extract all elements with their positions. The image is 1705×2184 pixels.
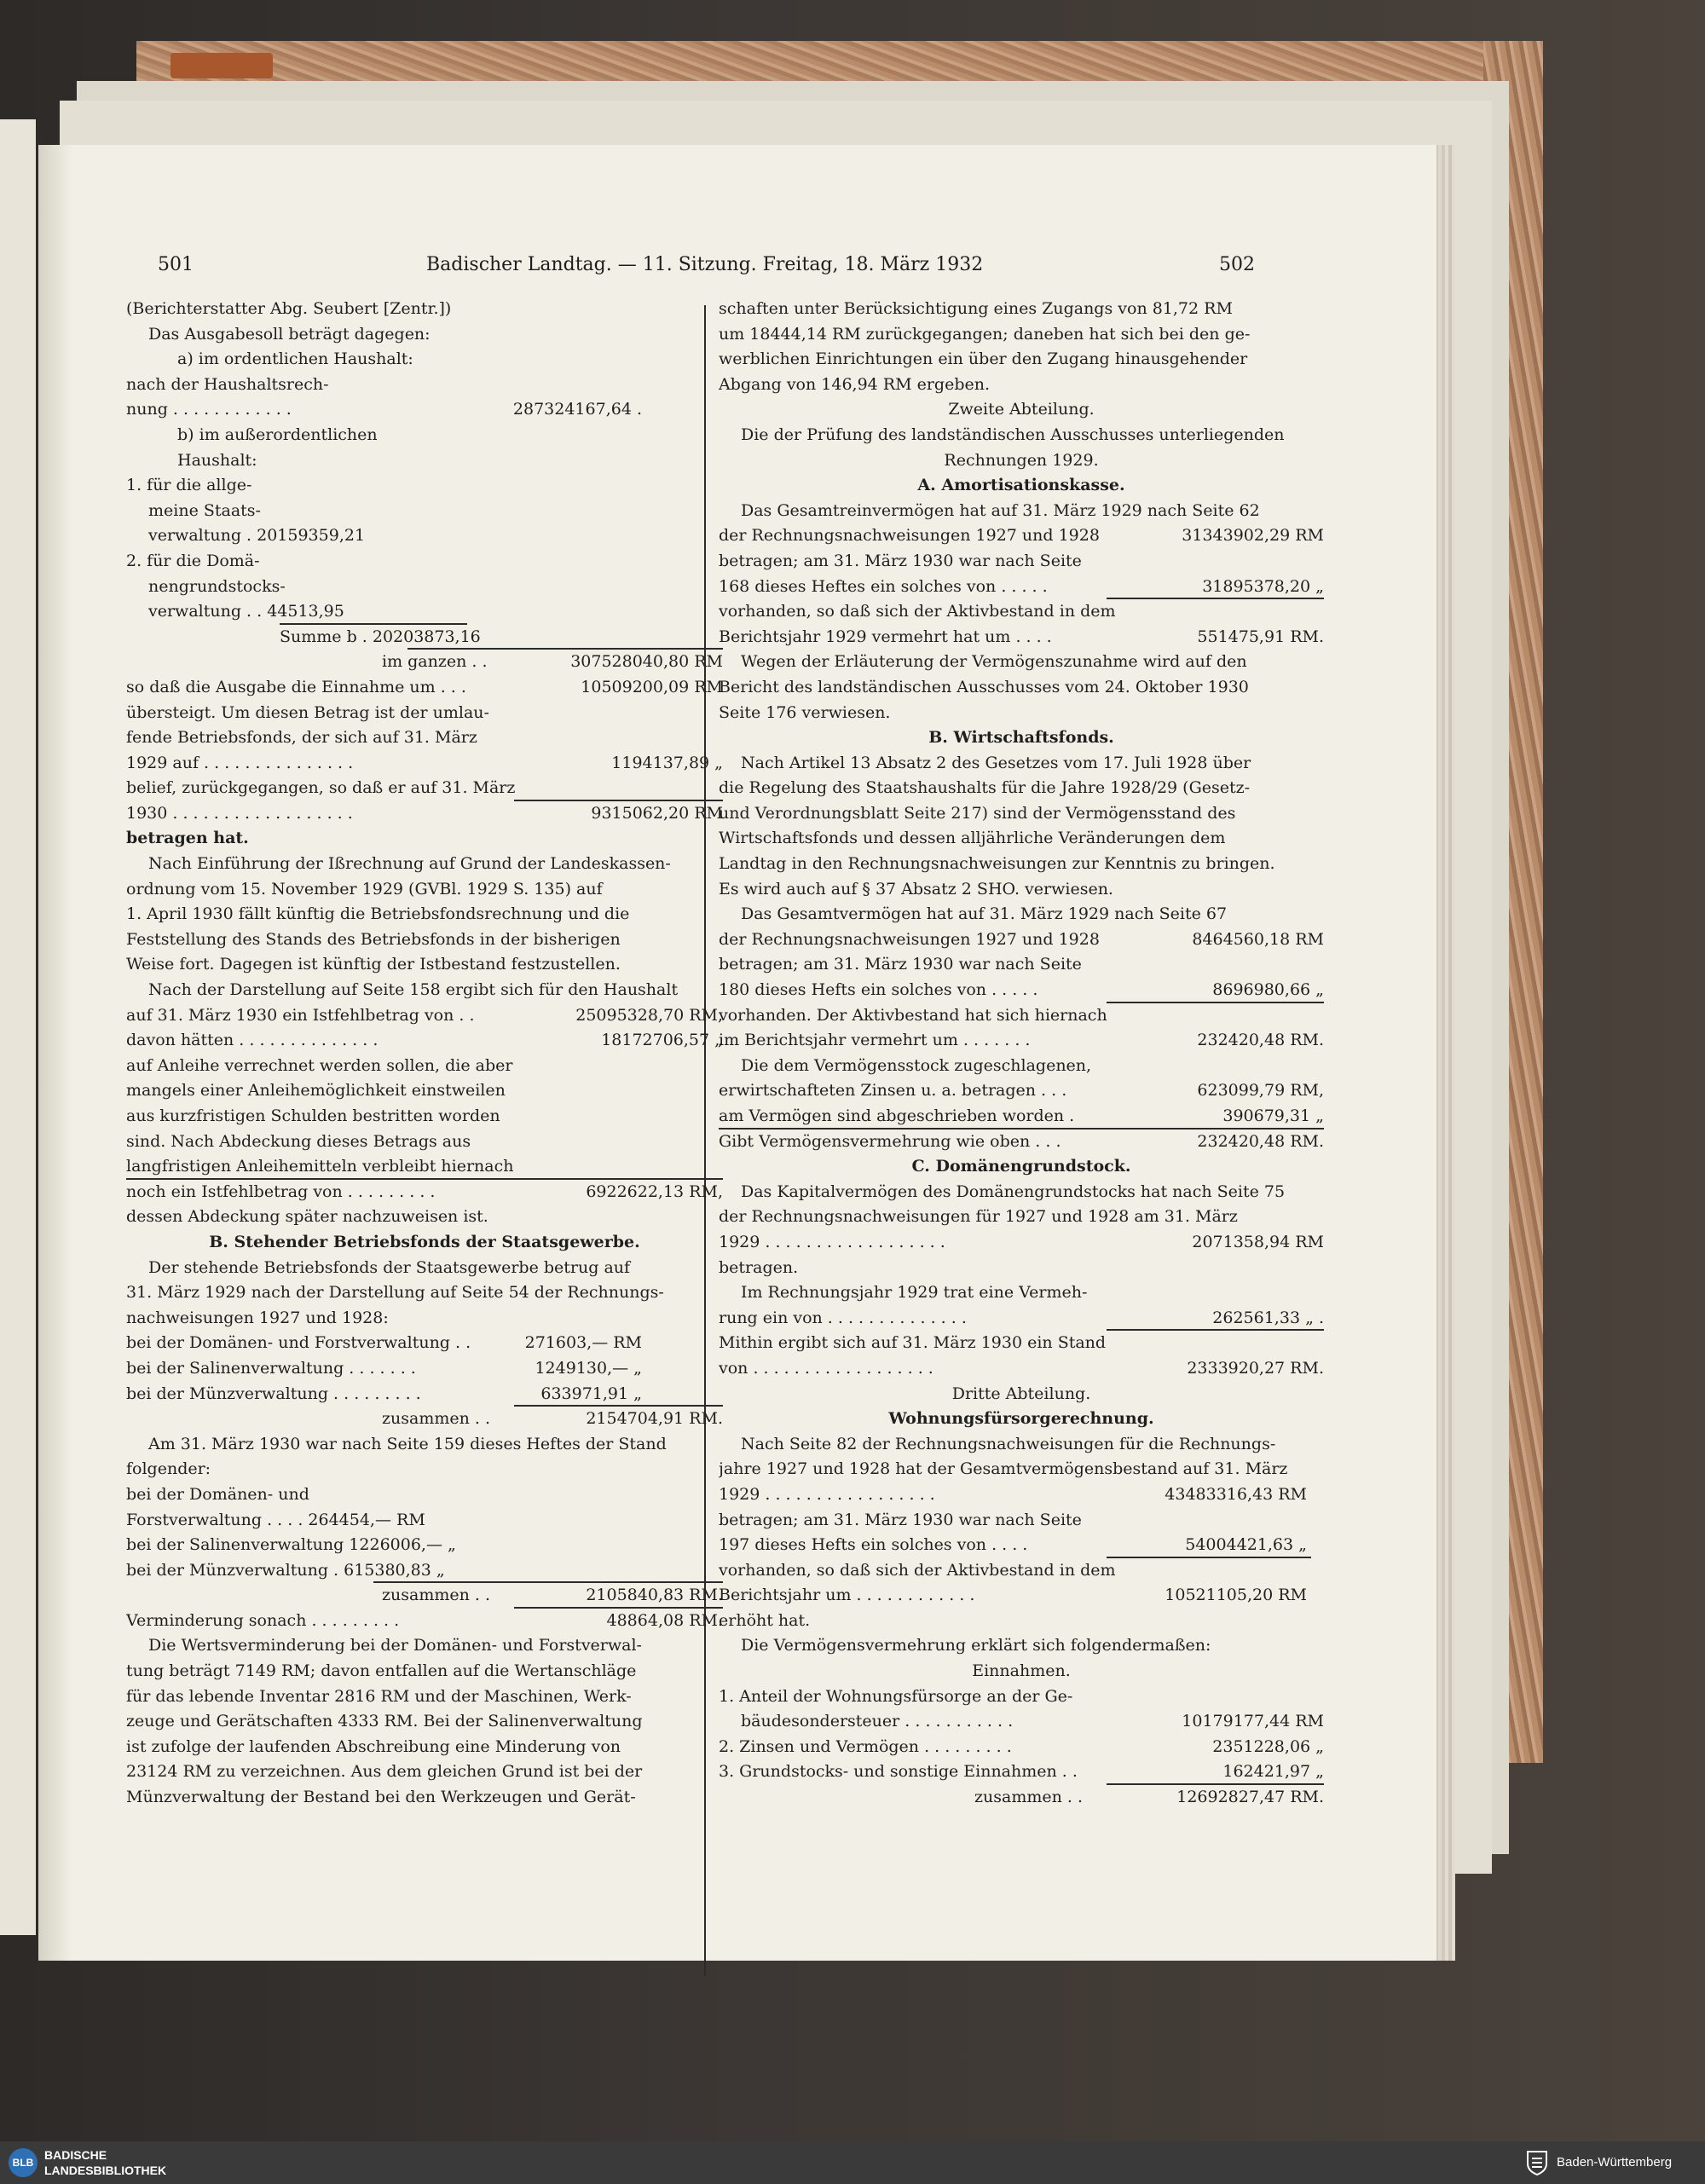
row-amount: 31895378,20 „ (1202, 576, 1324, 596)
text: Abgang von 146,94 RM ergeben. (719, 374, 990, 394)
ledger-row (126, 1028, 723, 1054)
text: Wirtschaftsfonds und dessen alljährliche Veränderungen dem (719, 829, 1226, 848)
text: für das lebende Inventar 2816 RM und der Maschinen, Werk- (126, 1686, 632, 1706)
ledger-row (719, 1130, 1324, 1155)
text: ist zufolge der laufenden Abschreibung eine Minderung von (126, 1736, 621, 1756)
ledger-row (126, 1382, 723, 1407)
library-footer (0, 2141, 1705, 2184)
ledger-row (126, 1583, 723, 1609)
text: mangels einer Anleihemöglichkeit einstweilen (126, 1081, 506, 1101)
text-line (126, 423, 723, 448)
text-line (126, 1684, 723, 1710)
row-label: so daß die Ausgabe die Einnahme um . . . (126, 677, 466, 696)
ledger-row (126, 397, 723, 423)
text-line (719, 902, 1324, 927)
row-label: Summe b . 20203873,16 (280, 627, 481, 646)
text: schaften unter Berücksichtigung eines Zugangs von 81,72 RM (719, 299, 1233, 318)
ledger-row (719, 1583, 1324, 1609)
row-amount: 262561,33 „ . (1212, 1308, 1324, 1327)
ledger-row (719, 1104, 1324, 1130)
text: sind. Nach Abdeckung dieses Betrags aus (126, 1131, 471, 1151)
ledger-row (719, 978, 1324, 1003)
left-column (126, 297, 723, 1811)
heading-text: A. Amortisationskasse. (917, 476, 1125, 495)
text-line (126, 373, 723, 398)
library-name-line1: BADISCHE (44, 2148, 107, 2162)
text: Die Wertsverminderung bei der Domänen- und Forstverwal- (148, 1636, 642, 1655)
heading-text: B. Wirtschaftsfonds. (928, 728, 1114, 748)
heading-text: Zweite Abteilung. (948, 400, 1095, 419)
page-number-right: 502 (1219, 254, 1255, 275)
text-line (719, 1205, 1324, 1230)
text: 1. April 1930 fällt künftig die Betriebsfondsrechnung und die (126, 904, 630, 924)
heading-text: B. Stehender Betriebsfonds der Staatsgewerbe. (209, 1232, 640, 1251)
text: Rechnungen 1929. (944, 450, 1099, 470)
ledger-row (126, 523, 723, 549)
row-amount: 10179177,44 RM (1182, 1712, 1324, 1731)
text: Haushalt: (177, 450, 257, 470)
page-number-left: 501 (158, 254, 194, 275)
ledger-row (126, 1533, 723, 1558)
ledger-row (126, 1003, 723, 1029)
ledger-row (719, 1230, 1324, 1256)
ledger-row (719, 523, 1324, 549)
text: erhöht hat. (719, 1610, 811, 1630)
section-heading (719, 1382, 1324, 1407)
text: Die dem Vermögensstock zugeschlagenen, (741, 1055, 1092, 1075)
row-label: Gibt Vermögensvermehrung wie oben . . . (719, 1131, 1061, 1151)
text: Feststellung des Stands des Betriebsfonds in der bisherigen (126, 929, 621, 949)
running-header: Badischer Landtag. — 11. Sitzung. Freitag, 18. März 1932 (426, 254, 984, 275)
text-line (719, 877, 1324, 903)
text: folgender: (126, 1459, 211, 1479)
text: 23124 RM zu verzeichnen. Aus dem gleichen Grund ist bei der (126, 1762, 643, 1782)
row-label: noch ein Istfehlbetrag von . . . . . . . . . (126, 1182, 436, 1201)
text-line (719, 423, 1324, 448)
row-amount: 2071358,94 RM (1192, 1232, 1324, 1251)
row-amount: 43483316,43 RM (1165, 1484, 1307, 1504)
row-amount: 48864,08 RM. (606, 1610, 723, 1630)
library-name-line2: LANDESBIBLIOTHEK (44, 2164, 167, 2177)
text: 1. für die allge- (126, 476, 252, 495)
ledger-row (719, 1735, 1324, 1760)
text-line (126, 575, 723, 600)
text-line (719, 1432, 1324, 1458)
text: nach der Haushaltsrech- (126, 374, 329, 394)
text-line (126, 473, 723, 499)
row-amount: 287324167,64 . (512, 400, 642, 419)
state-name: Baden-Württemberg (1557, 2155, 1673, 2170)
text: Das Gesamtreinvermögen hat auf 31. März 1929 nach Seite 62 (741, 500, 1260, 520)
text: 2. für die Domä- (126, 551, 260, 570)
row-amount: 551475,91 RM. (1197, 627, 1324, 646)
text-line (126, 1306, 723, 1332)
text: Weise fort. Dagegen ist künftig der Istbestand festzustellen. (126, 955, 621, 974)
row-label: 2. Zinsen und Vermögen . . . . . . . . . (719, 1736, 1012, 1756)
text-line (719, 322, 1324, 348)
text: Münzverwaltung der Bestand bei den Werkzeugen und Gerät- (126, 1788, 636, 1807)
text-line (126, 776, 723, 801)
row-label: zusammen . . (382, 1409, 490, 1429)
text: langfristigen Anleihemitteln verbleibt hiernach (126, 1157, 514, 1176)
row-amount: 2154704,91 RM. (586, 1409, 723, 1429)
row-label: 168 dieses Heftes ein solches von . . . . . (719, 576, 1048, 596)
row-label: von . . . . . . . . . . . . . . . . . . (719, 1358, 933, 1378)
text-line (126, 1256, 723, 1281)
bookmark-ribbon (170, 53, 273, 78)
row-amount: 12692827,47 RM. (1176, 1788, 1324, 1807)
row-amount: 6922622,13 RM, (586, 1182, 723, 1201)
row-amount: 633971,91 „ (540, 1384, 642, 1403)
text: Seite 176 verwiesen. (719, 702, 891, 722)
ledger-row (126, 1407, 723, 1432)
text: Das Ausgabesoll beträgt dagegen: (148, 324, 431, 344)
row-amount: 1249130,— „ (535, 1358, 642, 1378)
library-name (44, 2147, 166, 2178)
text-line (126, 952, 723, 978)
text: Am 31. März 1930 war nach Seite 159 dieses Heftes der Stand (148, 1434, 667, 1453)
text-line (719, 599, 1324, 625)
text-line (719, 448, 1324, 474)
text-line (719, 801, 1324, 827)
text: fende Betriebsfonds, der sich auf 31. März (126, 728, 477, 748)
row-label: Verminderung sonach . . . . . . . . . (126, 1610, 400, 1630)
text-line (126, 927, 723, 953)
row-amount: 2105840,83 RM. (586, 1586, 723, 1605)
state-crest-icon (1526, 2150, 1548, 2175)
text-line (719, 701, 1324, 726)
ledger-row (719, 1482, 1324, 1508)
text: Der stehende Betriebsfonds der Staatsgewerbe betrug auf (148, 1257, 631, 1277)
ledger-row (719, 1785, 1324, 1811)
text: Nach Seite 82 der Rechnungsnachweisungen für die Rechnungs- (741, 1434, 1276, 1453)
section-heading (719, 397, 1324, 423)
row-amount: 10521105,20 RM (1165, 1586, 1307, 1605)
text: die Regelung des Staatshaushalts für die Jahre 1928/29 (Gesetz- (719, 778, 1251, 798)
ledger-row (719, 625, 1324, 650)
ledger-row (126, 1508, 723, 1534)
text-line (126, 1633, 723, 1659)
row-label: bei der Salinenverwaltung . . . . . . . (126, 1358, 416, 1378)
section-heading (719, 1407, 1324, 1432)
text-line (126, 701, 723, 726)
ledger-row (126, 625, 723, 650)
section-heading (719, 473, 1324, 499)
text-line (719, 952, 1324, 978)
ledger-row (719, 1078, 1324, 1104)
text-line (719, 1558, 1324, 1584)
text: betragen; am 31. März 1930 war nach Seite (719, 955, 1082, 974)
ledger-row (126, 1609, 723, 1634)
text-line (126, 1709, 723, 1735)
text-line (719, 1684, 1324, 1710)
row-amount: 8464560,18 RM (1192, 929, 1324, 949)
text-line (719, 1633, 1324, 1659)
text-line (126, 1280, 723, 1306)
text-line (719, 1508, 1324, 1534)
row-label: der Rechnungsnachweisungen 1927 und 1928 (719, 929, 1100, 949)
text: bei der Domänen- und (126, 1484, 309, 1504)
text: betragen. (719, 1257, 799, 1277)
row-amount: 1194137,89 „ (611, 753, 723, 772)
ledger-row (126, 599, 723, 625)
row-label: im ganzen . . (382, 652, 488, 672)
text-line (126, 1054, 723, 1079)
row-label: rung ein von . . . . . . . . . . . . . . (719, 1308, 967, 1327)
row-label: am Vermögen sind abgeschrieben worden . (719, 1106, 1075, 1125)
text: 1. Anteil der Wohnungsfürsorge an der Ge- (719, 1686, 1073, 1706)
text: Es wird auch auf § 37 Absatz 2 SHO. verwiesen. (719, 879, 1113, 898)
text-line (126, 499, 723, 524)
ledger-row (719, 575, 1324, 600)
row-label: 1929 auf . . . . . . . . . . . . . . . (126, 753, 354, 772)
text: Wegen der Erläuterung der Vermögenszunahme wird auf den (741, 652, 1247, 672)
row-label: 180 dieses Hefts ein solches von . . . . . (719, 980, 1038, 1000)
text: a) im ordentlichen Haushalt: (177, 350, 413, 369)
row-amount: 8696980,66 „ (1212, 980, 1324, 1000)
ledger-row (719, 927, 1324, 953)
text-line (126, 1205, 723, 1230)
text: Nach Artikel 13 Absatz 2 des Gesetzes vom 17. Juli 1928 über (741, 753, 1251, 772)
text: tung beträgt 7149 RM; davon entfallen auf die Wertanschläge (126, 1661, 637, 1681)
row-amount: 10509200,09 RM (581, 677, 723, 696)
section-heading (126, 1230, 723, 1256)
text-line (126, 1759, 723, 1785)
text-line (126, 978, 723, 1003)
row-label: bei der Salinenverwaltung 1226006,— „ (126, 1535, 456, 1555)
text-line (126, 1659, 723, 1684)
row-amount: 162421,97 „ (1222, 1762, 1324, 1782)
row-amount: 25095328,70 RM, (575, 1005, 723, 1025)
text-line (719, 1280, 1324, 1306)
row-amount: 9315062,20 RM (591, 803, 723, 823)
text-line (126, 297, 723, 322)
text-line (126, 1482, 723, 1508)
row-label: Berichtsjahr 1929 vermehrt hat um . . . . (719, 627, 1052, 646)
text-line (719, 373, 1324, 398)
text-line (126, 1104, 723, 1130)
text-line (719, 347, 1324, 373)
text-line (719, 776, 1324, 801)
text-line (719, 499, 1324, 524)
text: meine Staats- (148, 500, 261, 520)
text: Landtag in den Rechnungsnachweisungen zur Kenntnis zu bringen. (719, 854, 1275, 874)
text: Im Rechnungsjahr 1929 trat eine Vermeh- (741, 1283, 1088, 1303)
text: 31. März 1929 nach der Darstellung auf Seite 54 der Rechnungs- (126, 1283, 664, 1303)
ledger-row (126, 1331, 723, 1356)
row-label: bei der Münzverwaltung . . . . . . . . . (126, 1384, 421, 1403)
text: Die der Prüfung des landständischen Ausschusses unterliegenden (741, 425, 1285, 444)
row-amount: 54004421,63 „ (1185, 1535, 1307, 1555)
row-amount: 307528040,80 RM (570, 652, 723, 672)
text: vorhanden. Der Aktivbestand hat sich hiernach (719, 1005, 1107, 1025)
text-line (719, 751, 1324, 777)
row-label: erwirtschafteten Zinsen u. a. betragen . . . (719, 1081, 1067, 1101)
text-line (126, 1432, 723, 1458)
row-label: verwaltung . . 44513,95 (148, 602, 344, 621)
text: betragen hat. (126, 829, 249, 848)
row-label: 3. Grundstocks- und sonstige Einnahmen . . (719, 1762, 1078, 1782)
text: Bericht des landständischen Ausschusses vom 24. Oktober 1930 (719, 677, 1249, 696)
row-amount: 271603,— RM (524, 1333, 642, 1353)
text: vorhanden, so daß sich der Aktivbestand in dem (719, 602, 1116, 621)
row-amount: 2333920,27 RM. (1187, 1358, 1324, 1378)
text: betragen; am 31. März 1930 war nach Seite (719, 551, 1082, 570)
section-heading (719, 1154, 1324, 1180)
text-line (126, 826, 723, 852)
row-label: der Rechnungsnachweisungen 1927 und 1928 (719, 526, 1100, 546)
text-line (126, 1130, 723, 1155)
ledger-row (719, 1028, 1324, 1054)
text: und Verordnungsblatt Seite 217) sind der Vermögensstand des (719, 803, 1236, 823)
ledger-row (126, 1180, 723, 1205)
row-label: auf 31. März 1930 ein Istfehlbetrag von . . (126, 1005, 475, 1025)
text: betragen; am 31. März 1930 war nach Seite (719, 1510, 1082, 1529)
text-line (719, 1457, 1324, 1482)
row-amount: 31343902,29 RM (1182, 526, 1324, 546)
text-line (719, 1609, 1324, 1634)
text-line (719, 1180, 1324, 1205)
text-line (719, 1003, 1324, 1029)
row-label: zusammen . . (974, 1788, 1083, 1807)
row-amount: 390679,31 „ (1222, 1106, 1324, 1125)
ledger-row (719, 1709, 1324, 1735)
text-line (126, 549, 723, 575)
row-label: im Berichtsjahr vermehrt um . . . . . . . (719, 1031, 1031, 1050)
text-line (126, 1154, 723, 1180)
text-line (126, 448, 723, 474)
text-line (126, 1457, 723, 1482)
ledger-row (719, 1306, 1324, 1332)
text-line (126, 725, 723, 751)
text: der Rechnungsnachweisungen für 1927 und 1928 am 31. März (719, 1207, 1238, 1227)
heading-text: C. Domänengrundstock. (911, 1157, 1131, 1176)
blb-logo-icon: BLB (9, 2148, 38, 2177)
ledger-row (126, 1558, 723, 1584)
text: ordnung vom 15. November 1929 (GVBl. 1929 S. 135) auf (126, 879, 603, 898)
text: vorhanden, so daß sich der Aktivbestand in dem (719, 1560, 1116, 1580)
reporter-note: (Berichterstatter Abg. Seubert [Zentr.]) (126, 299, 452, 318)
text: Die Vermögensvermehrung erklärt sich folgendermaßen: (741, 1636, 1211, 1655)
text-line (126, 322, 723, 348)
row-label: 1929 . . . . . . . . . . . . . . . . . . (719, 1232, 945, 1251)
ledger-row (126, 751, 723, 777)
row-label: Berichtsjahr um . . . . . . . . . . . . (719, 1586, 975, 1605)
text: um 18444,14 RM zurückgegangen; daneben hat sich bei den ge- (719, 324, 1251, 344)
text: werblichen Einrichtungen ein über den Zugang hinausgehender (719, 350, 1248, 369)
text-line (719, 297, 1324, 322)
row-label: bei der Münzverwaltung . 615380,83 „ (126, 1560, 445, 1580)
text: aus kurzfristigen Schulden bestritten worden (126, 1106, 500, 1125)
row-label: 197 dieses Hefts ein solches von . . . . (719, 1535, 1028, 1555)
text: dessen Abdeckung später nachzuweisen ist. (126, 1207, 488, 1227)
text-line (719, 675, 1324, 701)
text-line (126, 852, 723, 877)
ledger-row (126, 650, 723, 675)
text-line (126, 902, 723, 927)
text: auf Anleihe verrechnet werden sollen, die aber (126, 1055, 513, 1075)
ledger-row (126, 675, 723, 701)
text-line (719, 852, 1324, 877)
text: Das Gesamtvermögen hat auf 31. März 1929 nach Seite 67 (741, 904, 1228, 924)
text-line (719, 549, 1324, 575)
text: Das Kapitalvermögen des Domänengrundstocks hat nach Seite 75 (741, 1182, 1286, 1201)
row-label: davon hätten . . . . . . . . . . . . . . (126, 1031, 379, 1050)
text-line (719, 1054, 1324, 1079)
text: Mithin ergibt sich auf 31. März 1930 ein Stand (719, 1333, 1107, 1353)
row-label: zusammen . . (382, 1586, 490, 1605)
text-line (126, 877, 723, 903)
document-page (38, 145, 1436, 1961)
text-line (126, 1078, 723, 1104)
heading-text: Dritte Abteilung. (951, 1384, 1091, 1403)
section-heading (719, 1659, 1324, 1684)
text-line (719, 650, 1324, 675)
page-gutter (38, 145, 72, 1961)
row-label: bäudesondersteuer . . . . . . . . . . . (741, 1712, 1014, 1731)
heading-text: Wohnungsfürsorgerechnung. (888, 1409, 1154, 1429)
row-amount: 232420,48 RM. (1197, 1031, 1324, 1050)
ledger-row (719, 1759, 1324, 1785)
text: übersteigt. Um diesen Betrag ist der umlau- (126, 702, 489, 722)
text: Nach Einführung der Ißrechnung auf Grund der Landeskassen- (148, 854, 671, 874)
section-heading (719, 725, 1324, 751)
text-line (719, 826, 1324, 852)
right-column (719, 297, 1324, 1811)
text-line (126, 347, 723, 373)
previous-page-edge (0, 119, 36, 1935)
ledger-row (126, 1356, 723, 1382)
row-label: 1929 . . . . . . . . . . . . . . . . . (719, 1484, 935, 1504)
row-label: verwaltung . 20159359,21 (148, 526, 366, 546)
text: nengrundstocks- (148, 576, 286, 596)
ledger-row (719, 1356, 1324, 1382)
row-amount: 2351228,06 „ (1212, 1736, 1324, 1756)
text-line (126, 1735, 723, 1760)
ledger-row (126, 801, 723, 827)
row-label: bei der Domänen- und Forstverwaltung . . (126, 1333, 471, 1353)
ledger-row (719, 1533, 1324, 1558)
text: nachweisungen 1927 und 1928: (126, 1308, 389, 1327)
text-line (126, 1785, 723, 1811)
text: Nach der Darstellung auf Seite 158 ergibt sich für den Haushalt (148, 980, 679, 1000)
text-line (719, 1331, 1324, 1356)
text: b) im außerordentlichen (177, 425, 378, 444)
text-line (719, 1256, 1324, 1281)
text: zeuge und Gerätschaften 4333 RM. Bei der Salinenverwaltung (126, 1712, 643, 1731)
heading-text: Einnahmen. (972, 1661, 1071, 1681)
row-label: Forstverwaltung . . . . 264454,— RM (126, 1510, 425, 1529)
row-label: 1930 . . . . . . . . . . . . . . . . . . (126, 803, 353, 823)
row-amount: 623099,79 RM, (1197, 1081, 1324, 1101)
text: jahre 1927 und 1928 hat der Gesamtvermögensbestand auf 31. März (719, 1459, 1288, 1479)
row-label: nung . . . . . . . . . . . . (126, 400, 292, 419)
row-amount: 232420,48 RM. (1197, 1131, 1324, 1151)
row-amount: 18172706,57 „ (601, 1031, 723, 1050)
text: belief, zurückgegangen, so daß er auf 31. März (126, 778, 516, 798)
